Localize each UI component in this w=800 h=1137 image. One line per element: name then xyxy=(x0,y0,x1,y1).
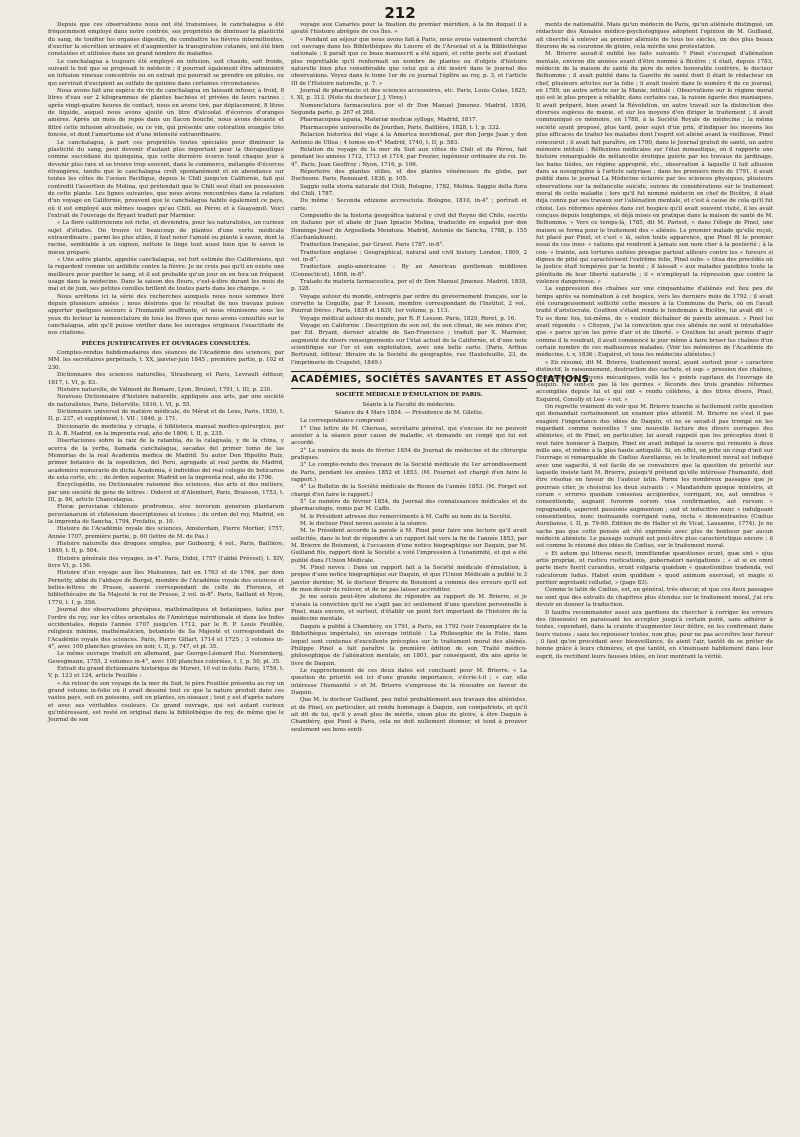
paragraph: La suppression des chaînes sur une cinquantaine d'aliénés eut lieu peu de temps après sa nomination à cet hospice, vers les derniers mois de 1792 ; il avait été courageusement sollicité cette mesure à la Commune de Paris, où on l'avait traité d'aristocrate. Couthon s'étant rendu le lendemain à Bicêtre, lui avait dit : « Tu es donc fou, toi-même, de « vouloir déchaîner de pareils animaux. » Pinel lui avait répondu : « Citoyen, j'ai la conviction que ces aliénés ne sont si intraitables que « parce qu'on les prive d'air et de liberté. » Couthon lui avait permis d'agir comme il le voudrait, il avait commencé le jour même à faire briser les chaînes d'un certain nombre de ces malheureux malades. (Voir les mémoires de l'Académie de médecine, t. v, 1836 ; Esquirol, et tous les médecins aliénistes.) xyxy=(536,286,773,359)
paragraph: Comme le latin de Cœlius, est, en général, très obscur, et que ces deux passages ne sont que des extraits de chapitres plus étendus sur le traitement moral, j'ai cru devoir en donner la traduction. xyxy=(536,587,773,609)
paragraph: 4° Le Bulletin de la Société médicale de Rouen de l'année 1853. (M. Forget est chargé d'en faire le rapport.) xyxy=(291,484,527,498)
paragraph: Nous avons fait une espèce de vin de canchalagua en laissant infuser, à froid, 8 litres d'eau sur 2 kilogrammes de plantes hachées et privées de leurs racines ; après vingt-quatre heures de contact, nous en avons tiré, par déplacement, 8 litres de liquide, auquel nous avons ajouté un litre d'alcoolat d'écorces d'oranges amères. Après un mois de repos dans un flacon bouché, nous avons décanté et filtré cette infusion alcoolisée, ou ce vin, qui présente une coloration orangée très foncée, et dont l'amertume est d'une intensité extraordinaire. xyxy=(48,88,284,139)
column-middle xyxy=(291,22,594,1130)
paragraph: « Au retour de son voyage de la mer du Sud, le père Feuillée présenta au roy un grand volume in-folio où il avait dessiné tout ce que la nature produit dans ces vastes pays, soit en poissons, soit en plantes, en oiseaux ; tout y est d'après nature et avec ses véritables couleurs. Ce grand ouvrage, qui est autant curieux qu'intéressant, est resté en original dans la bibliothèque du roy, de même que le Journal de son xyxy=(48,680,284,724)
paragraph: Le canchalagua a toujours été employé en infusion, soit chaude, soit froide, suivant le but que se proposait le médecin ; il pourrait également être administré en infusion vineuse concentrée ou en extrait qui pourrait se prendre en pilules, ou qui servirait d'excipient au sulfate de quinine dans certaines circonstances. xyxy=(48,58,284,87)
paragraph: Histoire de l'Académie royale des sciences, Amsterdam, Pierre Mortier, 1757, Année 1707, première partie, p. 60 (lettre de M. de Pas.) xyxy=(48,526,284,540)
paragraph: 3° Le compte-rendu des travaux de la Société médicale du 1er arrondissement de Paris, pendant les années 1852 et 1853. (M. Fournet est chargé d'en faire le rapport.) xyxy=(291,462,527,483)
paragraph: Pharmacopœa ispana, Materiæ medicæ sylloge, Madrid, 1817. xyxy=(300,117,478,124)
paragraph: Encyclopédie, ou Dictionnaire raisonné des sciences, des arts et des métiers, par une société de gens de lettres : Diderot et d'Alembert, Paris, Braisson, 1753, t. III, p. 86, article Chancelagua. xyxy=(48,482,284,503)
paragraph: La correspondance comprend : xyxy=(300,418,388,425)
paragraph: Journal des observations physiques, mathématiques et botaniques, faites par l'ordre du roy, sur les côtes orientales de l'Amérique méridionale et dans les Indes occidentales, depuis l'année 1707 jusqu'en 1712, par le R. P. Louis Feuillée, religieux minime, mathématicien, botaniste de Sa Majesté et correspondant de l'Académie royale des sciences. Paris, Pierre Gillart, 1714 et 1725 ; 3 volumes in-4°, avec 100 planches gravées en noir, t. II, p. 747, et pl. 35. xyxy=(48,607,284,650)
paragraph: Diccionario de medicina y cirugia, ó biblioteca manual medico-quirurgico, por D. A. B. Madrid, en la imprenta real, año de 1806, t. II, p. 235. xyxy=(48,423,284,437)
paragraph: voyage aux Canaries pour la fixation du premier méridien, à la fin duquel il a ajouté l'histoire abrégée de ces îles. » xyxy=(291,22,527,36)
paragraph: Il faudra recommander aussi aux gardiens de chercher à corriger les erreurs des (insensés) en paraissant les accepter jusqu'à certain point, sans adhérer à toutes, cependant, dans la crainte d'augmenter leur délire, en les confirmant dans leurs visions ; sans les repousser toutes, non plus, pour ne pas accroître leur fureur ; il faut qu'on procédant avec bienveillance, ils aient l'air, tantôt de se prêter de bonne grâce à leurs chimères, et que tantôt, en s'insinuant habilement dans leur esprit, ils rectifient leurs fausses idées, en leur montrant la vérité. xyxy=(536,609,773,660)
page-number: 212 xyxy=(384,4,416,22)
paragraph: Relacion historica del viaje á la America meridional, por don Jorge Juan y don Antonio de Ulloa ; 4 tomos en-4° Madrid, 1740, t. II, p. 583. xyxy=(291,132,527,146)
paragraph: Disertaciones sobre la raiz de la ratanhia, de la calaguala, y de la china, y acerca de la yerba, llamada canchalagua, sacadas del primer tomo de las Memorias de la real Academia medica de Madrid. Su autor Don Hipolito Ruiz, primer botanico de la espedicion, del Peru, agregado al real jardin de Madrid, academico numerario de dicha Academia, é individuo del real colegio de boticarios de esta corte, etc. ; de órden superior. Madrid en la imprenta real, año de 1796. xyxy=(48,438,284,481)
paragraph: Voyage médical autour du monde, par R. P. Lesson. Paris, 1829, Roret, p. 16. xyxy=(300,315,517,322)
paragraph: Le canchalagua, à part ces propriétés toutes spéciales pour diminuer la plasticité du sang, peut devenir d'autant plus important pour la thérapeutique comme succédané du quinquina, que cette dernière écorce tend chaque jour à devenir plus rare et se trouve trop souvent, dans le commerce, mélangée d'écorces étrangères, tandis que le canchalagua croît spontanément et en abondance sur toutes les côtes de l'océan Pacifique, depuis le Chili jusqu'en Californie, fait qui contredit l'assertion de Molina, qui prétendait que le Chili seul était en possession de cette plante. Les lignes suivantes, que nous avons rencontrées dans la relation d'un voyage en Californie, prouvent que le canchalagua habite également ce pays, où il est employé aux mêmes usages qu'au Chili, au Pérou et à Guayaquil. Voici l'extrait de l'ouvrage de Bryant traduit par Marmier. xyxy=(48,139,284,219)
paragraph: Nomenclatura farmaceutica por el dr Don Manuel Jimenez. Madrid, 1836, Segunda parte, p. 267 et 268. xyxy=(291,102,527,117)
paragraph: M. Brierre aurait-il oublié les faits suivants ? Pinel s'occupait d'aliénation mentale, environ dix années avant d'être nommé à Bicêtre ; il était, depuis 1783, médecin de la maison de santé du père de notre honorable confrère, le docteur Belhomme ; il avait publié dans la Gazette de santé dont il était le rédacteur en chef, plusieurs articles sur la folie ; il avait inséré dans le numéro 6 de ce journal, en 1789, un autre article sur la Manie, intitulé : Observations sur le régime moral qui est le plus propre à rétablir, dans certains cas, la raison égarée des maniaques. Il avait préparé, bien avant la Révolution, un autre travail sur la distinction des diverses espèces de manie, et sur les moyens d'en diriger le traitement ; il avait communiqué ce mémoire, en 1788, à la Société Royale de médecine ; la même société ayant proposé, plus tard, pour sujet d'un prix, d'indiquer les moyens les plus efficaces de traiter les malades dont l'esprit est aliéné avant la vieillesse, Pinel concourut ; il avait fait paraître, en 1790, dans le Journal gratuit de santé, un autre mémoire intitulé : Réflexions médicales sur l'état monastique, où il rapporte une histoire remarquable de mélancolie érotique guérie par les travaux du jardinage, les bains tièdes, un régime approprié, etc., observation à laquelle il fait allusion dans sa nosographie à l'article satyriase ; dans les premiers mois de 1791, il avait publié dans le journal La Médecine éclairée par les sciences physiques, plusieurs observations sur la mélancolie suicide, suivies de considérations sur le traitement moral de cette maladie ; lors qu'il fut nommé médecin en chef de Bicêtre, il était déjà connu par ses travaux sur l'aliénation mentale, et c'est à cause de cela qu'il fut choisi. Les réformes opérées dans cet hospice qu'il avait souvent visité, il les avait conçues depuis longtemps, et déjà mises en pratique dans la maison de santé de M. Belhomme. « Vers ce temps-là, 1785, dit M. Parisot, « dans l'éloge de Pinel, une maison se forma pour le traitement des « aliénés. Le premier malade qu'elle reçut, fut placé par Pinel, et c'est « là, selon toute apparence, que Pinel fit le premier essai de ces inno- « vations qui rendront à jamais son nom cher à la postérité ; à la con- « trainte, aux tortures usitées presque partout ailleurs contre les « fureurs si dignes de pitié qui caractérisent l'extrême folie, Pinel subs- « titua des procédés où la justice était tempérée par la bonté ; il laissait « aux malades paisibles toute la plénitude de leur liberté naturelle ; il « n'employait la répression que contre la violence dangereuse. » xyxy=(536,51,773,286)
paragraph: Voyage en Californie : Description de son sol, de son climat, de ses mines d'or, par Ed. Bryant, dernier alcalde de San-Francisco ; traduit par X. Marmier, augmenté de divers renseignements sur l'état actuel de la Californie, et d'une note scientifique sur l'or et son exploitation, avec une belle carte. (Paris, Arthus Bertrand, éditeur, libraire de la Société de géographie, rue Hautefeuille, 23, de l'imprimerie de Crapelet, 1849.) xyxy=(291,323,527,366)
paragraph: Comptes-rendus hebdomadaires des séances de l'Académie des sciences, par MM. les secrétaires perpétuels, t. XX, janvier-juin 1845 ; première partie, p. 102 et 230. xyxy=(48,350,284,371)
paragraph: M. le Président adresse des remerciments à M. Caffe au nom de la Société. xyxy=(300,513,513,520)
paragraph: Traduction française, par Gravel. Paris 1787. in-8°. xyxy=(300,242,445,249)
paragraph: Je me serais peut-être abstenu de répondre au rapport de M. Brierre, si je n'avais la conviction qu'il ne s'agit pas ici seulement d'une question personnelle à Pinel, mais encore, et surtout, d'établir un point fort important de l'histoire de la médecine mentale. xyxy=(291,594,527,623)
paragraph: « La flore californienne est riche, et deviendra, pour les naturalistes, un curieux sujet d'études. On trouve ici beaucoup de plantes d'une vertu médicale extraordinaire ; parmi les plus utiles, il faut noter l'amolé ou plante à savon, dont la racine, semblable à un oignon, nettoie le linge tout aussi bien que le savon le mieux préparé. xyxy=(48,220,284,256)
paragraph: Le même ouvrage traduit en allemand, par George-Léonard Hui. Nuremberg, Gewegmann, 1755, 2 volumes in-4°, avec 100 planches coloriées, t. I, p. 50, pl. 35. xyxy=(48,651,284,665)
section-heading: SOCIÉTÉ MÉDICALE D'ÉMULATION DE PARIS. xyxy=(335,392,483,399)
paragraph: Histoire d'un voyage aux îles Malouines, fait en 1763 et de 1764, par dom Pernetty, abbé de l'abbaye de Burgel, membre de l'Académie royale des sciences et belles-lettres de Prusse, associé correspondant de celle de Florence, et bibliothécaire de Sa Majesté le roi de Prusse, 2 vol. in-8°. Paris, Saillant et Nyon, 1770, t. I, p. 356. xyxy=(48,570,284,606)
paragraph: 1° Une lettre de M. Chereau, secrétaire général, qui s'excuse de ne pouvoir assister à la séance pour cause de maladie, et demande un congé qui lui est accordé. xyxy=(291,425,527,447)
paragraph: M. le docteur Pinel neveu assiste à la séance. xyxy=(300,521,428,527)
paragraph: Que M. le docteur Guilland, peu initié probablement aux travaux des aliénistes, et de Pinel, en particulier, ait rendu hommage à Daquin, son compatriote, et qu'il ait dit de lui, qu'il y avait plus de mérite, sinon plus de gloire, à être Daquin à Chambéry, que Pinel à Paris, cela ne doit nullement étonner, et tend à prouver seulement ses bons senti- xyxy=(291,697,527,733)
paragraph: « Pendant un séjour que nous avons fait à Paris, nous avons vainement cherché cet ouvrage dans les Bibliothèques du Louvre et de l'Arsenal et à la Bibliothèque nationale ; il paraît que ce beau manuscrit a été égaré, et cette perte est d'autant plus regrettable qu'il renfermait un nombre de plantes ou d'objets d'histoire naturelle bien plus considérable que celui qui a été inséré dans le journal des observations. Voyez dans le tome 1er de ce journal l'épître au roy, p. 3, et l'article III de l'Histoire naturelle, p. 7. » xyxy=(291,36,527,87)
paragraph: Daquin a publié à Chambéry, en 1791, à Paris, en 1792 (voir l'exemplaire de la Bibliothèque impériale), un ouvrage intitulé : La Philosophie de la Folie, dans lequel sont contenus d'excellents préceptes sur le traitement moral des aliénés. Philippe Pinel a fait paraître la première édition de son Traité médico-philosophique de l'aliénation mentale, en 1801, par conséquent, dix ans après le livre de Daquin. xyxy=(291,623,527,667)
paragraph: Tratado de materia farmaceutica, por el dr Don Manuel Jimenez. Madrid, 1838, p. 328. xyxy=(291,279,527,293)
paragraph: Extrait du grand dictionnaire historique de Moreri, 10 vol in-folio. Paris, 1759, t. V, p. 123 et 124, article Feuillée : xyxy=(48,665,284,680)
paragraph: Répertoire des plantes utiles, et des plantes vénéneuses du globe, par Duchesne. Paris, Renouard, 1836, p. 105. xyxy=(291,168,527,183)
section-heading: PIÈCES JUSTIFICATIVES ET OUVRAGES CONSULTÉS. xyxy=(81,340,251,347)
centered-note: Séance du 4 Mars 1854. — Présidence de M. Gilette. xyxy=(334,409,484,416)
column-right xyxy=(536,22,773,1130)
paragraph: Compendio de la historia geográfica natural y civil del Reyno del Chile, escrito en italiano por el abate dr Juan Ignacio Molina, traducido en español por don Domingo Josef de Arguelleda Mendoza. Madrid, Antonio de Sancha, 1788, p. 155 (Cachanlahuen). xyxy=(291,212,527,241)
paragraph: Depuis que ces observations nous ont été transmises, le canchalagua a été fréquemment employé dans notre contrée, ses propriétés de diminuer la plasticité du sang, de tonifier les organes digestifs, de combattre les fièvres intermittentes, d'exciter la sécrétion urinaire et d'augmenter la transpiration cutanée, ont été bien constatées et utilisées dans un grand nombre de maladies. xyxy=(48,22,284,58)
paragraph: « Et autem qui litteras nescit, immittendæ quæstiones erunt, quæ sint « ejus artis propriæ, ut rustico rusticationis, gubernatori navigationis ; « at si ex omni parte iners fuerit curandus, erunt vulgaria quædam « quæstionibus tradenda, vel calculorum ludus. Habet enim quiddam « quod animum exerceat, et magis si peritior ægrotanti colludat, » (page 83). xyxy=(536,550,773,587)
paragraph: Journal de pharmacie et des sciences accessoires, etc. Paris, Louis Colas, 1825, t. XI, p. 313. (Note du docteur J. J. Virey.) xyxy=(291,88,527,102)
paragraph: 2° Le numéro du mois de février 1854 du Journal de médecine et de chirurgie pratiques. xyxy=(291,447,527,461)
paragraph: Voyage autour du monde, entrepris par ordre du gouvernement français, sur la corvette la Coquille, par P. Lesson, membre correspondant de l'Institut, 2 vol., Pourrat frères ; Paris, 1838 et 1839, 1er volume, p. 113. xyxy=(291,293,527,315)
paragraph: « Une autre plante, appelée canchalagua, est fort estimée des Californiens, qui la regardent comme un antidote contre la fièvre. Je ne crois pas qu'il en existe une meilleure pour purifier le sang, et il est probable qu'un jour on en fera un fréquent usage dans la médecine. Dans la saison des fleurs, c'est-à-dire durant les mois de mai et de juin, ses petites corolles brillent de toutes parts dans les champs. » xyxy=(48,257,284,293)
section-title: ACADÉMIES, SOCIÉTÉS SAVANTES ET ASSOCIATIONS. xyxy=(291,371,527,389)
paragraph: Dictionnaire universel de matière médicale, de Mérat et de Lens, Paris, 1830, t. II, p. 237, et supplément, t. VII ; 1846, p. 171. xyxy=(48,408,284,423)
paragraph: Dictionnaire des sciences naturelles, Strasbourg et Paris, Levrault éditeur, 1817, t. VI, p. 83. xyxy=(48,372,284,386)
paragraph: Relation du voyage de la mer du Sud aux côtes du Chili et du Pérou, fait pendant les années 1712, 1713 et 1714, par Frezier, ingénieur ordinaire du roi. In-4°, Paris, Jean Geoffroy ; Nyon, 1716, p. 106. xyxy=(291,146,527,168)
paragraph: M. Pinel neveu : Dans un rapport fait à la Société médicale d'émulation, à propos d'une notice biographique sur Daquin, et que l'Union Médicale a publié le 3 janvier dernier, M. le docteur Brierre de Boismont a commis des erreurs qu'il est de mon devoir de relever, et de ne pas laisser accréditer. xyxy=(291,565,527,594)
paragraph: Traduction anglaise : Geographical, natural and civil history. London, 1809, 2 vol. in-8°. xyxy=(291,249,527,263)
paragraph: ments de nationalité. Mais qu'un médecin de Paris, qu'un aliéniste distingué, un rédacteur des Annales médico-psychologiques adoptent l'opinion de M. Guilland, ait cherché à enlever au premier aliéniste de tous les siècles, un des plus beaux fleurons de sa couronne de gloire, cela mérite une protestation. xyxy=(536,22,773,51)
paragraph: Histoire naturelle des drogues simples, par Guibourg, 4 vol., Paris, Baillière, 1849, t. II, p. 504. xyxy=(48,541,284,555)
centered-note: Séante à la Faculté de médecine. xyxy=(362,401,456,408)
paragraph: Histoire naturelle, de Valmont de Bomare, Lyon, Bruizet, 1791, t. III, p. 230. xyxy=(57,386,272,393)
paragraph: 5° Le numéro de février 1854, du Journal des connaissances médicales et de pharmacologie, remis par M. Caffe. xyxy=(291,498,527,513)
paragraph: Le rapprochement de ces deux dates est concluant pour M. Brierre. « La question de priorité est ici d'une grande importance, s'écrie-t-il ; « car, elle intéresse l'humanité » et M. Brierre s'empresse de la résoudre en faveur de Daquin. xyxy=(291,667,527,696)
paragraph: Nous arrêtons ici la série des recherches auxquels nous nous sommes livré depuis plusieurs années ; nous désirons que le résultat de nos travaux puisse apporter quelques secours à l'humanité souffrante, et nous réunissons sous les yeux du lecteur la nomenclature de tous les livres que nous avons consultés sur le canchalagua, afin qu'il puisse vérifier dans les ouvrages originaux l'exactitude de nos citations. xyxy=(48,293,284,337)
column-left xyxy=(48,22,284,1130)
paragraph: Pharmacopée universelle de Jourdan, Paris, Baillière, 1828, t. I, p. 332. xyxy=(300,124,501,131)
paragraph: Du même : Seconda edizione accresciuta. Bologne, 1810, in-4° ; portrait et carte. xyxy=(291,198,527,212)
paragraph: On regrette vraiment de voir que M. Brierre tranche si facilement cette question qui demandait certainement un examen plus attentif. M. Brierre ne s'est il pas exagéré l'importance des idées de Daquin, et ne se serait-il pas trompé en les regardant comme nouvelles ? une nouvelle lecture des divers ouvrages des aliénistes, et de Pinel, en particulier, lui aurait rappelé que les préceptes dont il veut faire honneur à Daquin, Pinel en avait indiqué la source qui remonte à deux mille ans, et même à la plus haute antiquité. Si, en effet, on jette un coup d'œil sur l'ouvrage si remarquable de Cœlius Aurelianus, où le traitement moral est indiqué avec une sagacité, il est facile de se convaincre que la question de priorité sur laquelle insiste tant M. Brierre, puisqu'il prétend qu'elle intéresse l'humanité, doit être résolue en faveur de l'auteur latin. Parmi les nombreux passages que je pourrais citer, je choisirai les deux suivants : « Mandandum quoque ministris, ut corum « errores quodam consensu accipientes, corrigant, ne, aut omnibus « consentiendo, augeant furorem eorum visa confirmantes, aut rursum « repugnando, asperent passionis augmentum ; sed ut inducitive nunc « indulgeant consentientes, nunc insinuando corrigant vana, recta « demonstrantes (Cœlius Aurelianus, l. II, p. 79-80. Édition de de Haller et de Vicat, Lausanne, 1774). Je ne sache pas que cette pensée ait été exprimée avec plus de bonheur par aucun médecin aliéniste. Le passage suivant est peut-être plus caractéristique encore ; il est comme le résumé des idées de Cœlius, sur le traitement moral. xyxy=(536,403,773,550)
paragraph: M. le Président accorde la parole à M. Pinel pour faire une lecture qu'il avait sollicitée, dans le but de répondre à un rapport fait vers la fin de l'année 1853, par M. Brierre de Boismont, à l'occasion d'une notice biographique sur Daquin, par M. Guilland fils, rapport dont la Société a voté l'impression à l'unanimité, et qui a été publié dans l'Union Médicale. xyxy=(291,528,527,564)
paragraph: Floræ peruvianæ chilensis prodromus, sive novorum generum plantarum peruvianarum et chilensium descriptiones et icones ; de orden del rey, Madrid, en la imprenta de Sancha, 1794, Prefatio, p. 10. xyxy=(48,504,284,526)
paragraph: « En résumé, dit M. Brierre, traitement moral, ayant surtout pour « caractère distinctif, le raisonnement, destruction des cachots, et sup- « pression des chaînes, abstention des moyens mécaniques, voilà les « points capitaux de l'ouvrage de Daquin. Ne sont-ce pas là les germes « féconds des trois grandes réformes accomplies depuis lui et qui ont « rendu célèbres, à des titres divers, Pinel, Esquirol, Conolly et Leu- « ret. » xyxy=(536,359,773,403)
paragraph: Histoire générale des voyages, in-4°. Paris, Didot, 1757 (l'abbé Prévost), t. XIV, livre VI, p. 156. xyxy=(48,555,284,570)
paragraph: Saggio sulla storia naturale del Chili, Bologne, 1782, Molina. Saggio della flora del Chili, 1787. xyxy=(291,183,527,197)
paragraph: Traduction anglo-américaine : By an American gentleman middlown (Connecticut), 1808, in-8°. xyxy=(291,264,527,278)
paragraph: Nouveau Dictionnaire d'histoire naturelle, appliquée aux arts, par une société de naturalistes, Paris, Déterville, 1816, t. VI, p. 55. xyxy=(48,394,284,408)
